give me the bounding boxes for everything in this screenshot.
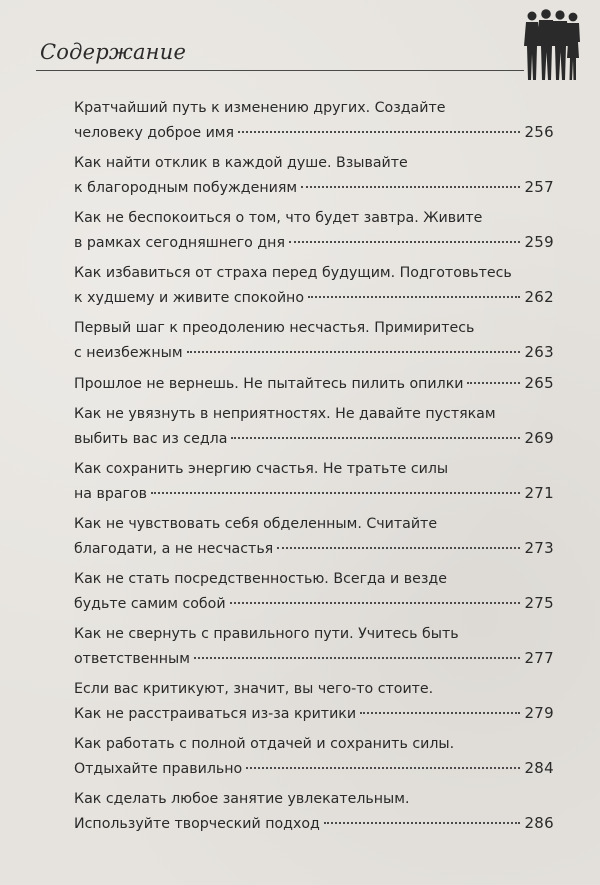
- toc-entry-title-line1: Как избавиться от страха перед будущим. Подготовьтесь: [74, 265, 512, 281]
- toc-entry-title-line2: ответственным: [74, 651, 190, 667]
- toc-entry[interactable]: [74, 457, 554, 505]
- toc-entry[interactable]: [74, 787, 554, 835]
- toc-entry-title-line1: Как не увязнуть в неприятностях. Не давайте пустякам: [74, 406, 496, 422]
- toc-page-number: 275: [524, 594, 554, 612]
- toc-entry[interactable]: [74, 732, 554, 780]
- silhouette-figures-icon: [522, 6, 580, 82]
- toc-entry-title-line2: выбить вас из седла: [74, 431, 228, 447]
- toc-entry-title-line1: Как не беспокоиться о том, что будет завтра. Живите: [74, 210, 483, 226]
- toc-entry[interactable]: [74, 316, 554, 364]
- dot-leader: [231, 437, 520, 439]
- toc-entry[interactable]: [74, 261, 554, 309]
- toc-page-number: 284: [524, 759, 554, 777]
- toc-entry-title-line2: человеку доброе имя: [74, 125, 235, 141]
- toc-page-number: 256: [524, 123, 554, 141]
- dot-leader: [277, 547, 520, 549]
- toc-page-number: 265: [524, 374, 554, 392]
- toc-entry-title: Прошлое не вернешь. Не пытайтесь пилить опилки: [74, 376, 464, 392]
- toc-entry-title-line1: Первый шаг к преодолению несчастья. Примиритесь: [74, 320, 475, 336]
- dot-leader: [187, 351, 521, 353]
- toc-entry-title-line2: к худшему и живите спокойно: [74, 290, 304, 306]
- toc-page-number: 262: [524, 288, 554, 306]
- dot-leader: [360, 712, 520, 714]
- toc-entry[interactable]: [74, 96, 554, 144]
- toc-entry-title-line1: Если вас критикуют, значит, вы чего-то стоите.: [74, 681, 434, 697]
- toc-entry-title-line2: на врагов: [74, 486, 148, 502]
- dot-leader: [289, 241, 520, 243]
- toc-entry[interactable]: [74, 622, 554, 670]
- toc-entry-title-line1: Как сохранить энергию счастья. Не тратьте силы: [74, 461, 449, 477]
- dot-leader: [238, 131, 520, 133]
- section-title: Содержание: [40, 40, 187, 64]
- toc-entry[interactable]: [74, 512, 554, 560]
- toc-entry[interactable]: [74, 206, 554, 254]
- toc-entry-title-line2: будьте самим собой: [74, 596, 226, 612]
- toc-page-number: 269: [524, 429, 554, 447]
- toc-entry-title-line2: благодати, а не несчастья: [74, 541, 274, 557]
- toc-page-number: 257: [524, 178, 554, 196]
- toc-entry[interactable]: [74, 567, 554, 615]
- toc-page-number: 277: [524, 649, 554, 667]
- toc-entry-title-line2: к благородным побуждениям: [74, 180, 298, 196]
- toc-entry-title-line1: Как не свернуть с правильного пути. Учитесь быть: [74, 626, 459, 642]
- toc-page-number: 286: [524, 814, 554, 832]
- dot-leader: [301, 186, 520, 188]
- toc-page-number: 279: [524, 704, 554, 722]
- toc-entry-title-line2: с неизбежным: [74, 345, 183, 361]
- toc-page-number: 271: [524, 484, 554, 502]
- dot-leader: [324, 822, 521, 824]
- dot-leader: [230, 602, 521, 604]
- toc-entry-title-line1: Как не стать посредственностью. Всегда и везде: [74, 571, 447, 587]
- toc-entry[interactable]: [74, 402, 554, 450]
- toc-page-number: 263: [524, 343, 554, 361]
- toc-entry-title-line2: Отдыхайте правильно: [74, 761, 243, 777]
- toc-entry-title-line2: Используйте творческий подход: [74, 816, 320, 832]
- dot-leader: [246, 767, 520, 769]
- dot-leader: [308, 296, 520, 298]
- toc-entry[interactable]: [74, 371, 554, 395]
- toc-entry[interactable]: [74, 151, 554, 199]
- header-divider: [36, 70, 524, 71]
- toc-entry-title-line1: Как найти отклик в каждой душе. Взывайте: [74, 155, 408, 171]
- toc-page-number: 259: [524, 233, 554, 251]
- dot-leader: [151, 492, 520, 494]
- toc-page-number: 273: [524, 539, 554, 557]
- toc-entry-title-line1: Кратчайший путь к изменению других. Создайте: [74, 100, 446, 116]
- toc-entry-title-line2: в рамках сегодняшнего дня: [74, 235, 285, 251]
- table-of-contents: [74, 96, 554, 842]
- page-header: [0, 0, 600, 80]
- toc-entry-title-line1: Как сделать любое занятие увлекательным.: [74, 791, 410, 807]
- toc-entry[interactable]: [74, 677, 554, 725]
- dot-leader: [467, 382, 520, 384]
- dot-leader: [194, 657, 521, 659]
- toc-entry-title-line1: Как работать с полной отдачей и сохранить силы.: [74, 736, 455, 752]
- toc-entry-title-line1: Как не чувствовать себя обделенным. Считайте: [74, 516, 438, 532]
- toc-entry-title-line2: Как не расстраиваться из-за критики: [74, 706, 357, 722]
